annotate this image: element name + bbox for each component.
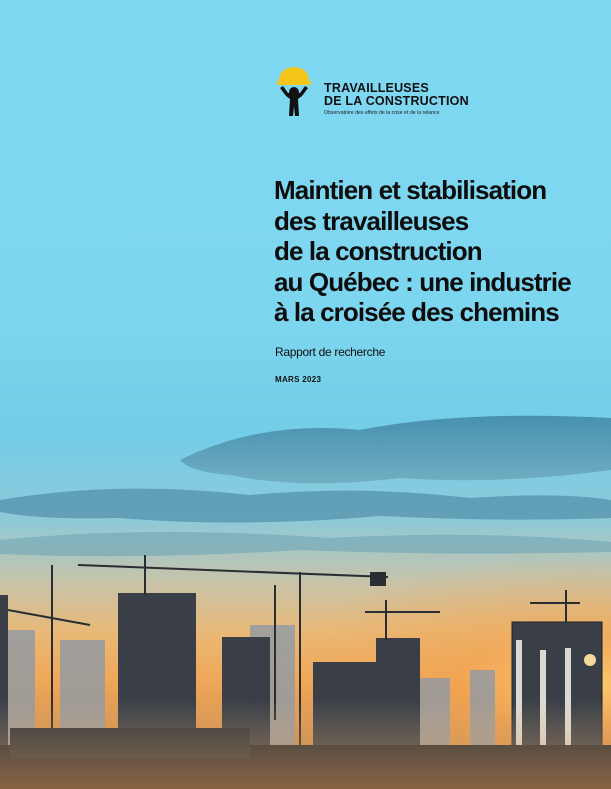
report-title xyxy=(274,175,604,328)
report-date: MARS 2023 xyxy=(275,375,322,384)
title-line: des travailleuses xyxy=(274,205,469,236)
title-line: à la croisée des chemins xyxy=(274,297,559,327)
logo-line-2: DE LA CONSTRUCTION xyxy=(324,94,469,108)
title-line: au Québec : une industrie xyxy=(274,266,571,297)
logo-subtitle: Observatoire des effets de la crise et de la relance xyxy=(324,110,440,116)
title-line: Maintien et stabilisation xyxy=(274,175,547,205)
report-type: Rapport de recherche xyxy=(275,345,386,359)
construction-skyline-photo xyxy=(0,400,611,789)
worker-hardhat-icon xyxy=(276,64,312,116)
organization-logo xyxy=(276,64,476,124)
title-line: de la construction xyxy=(274,236,482,266)
logo-line-1: TRAVAILLEUSES xyxy=(324,81,429,95)
